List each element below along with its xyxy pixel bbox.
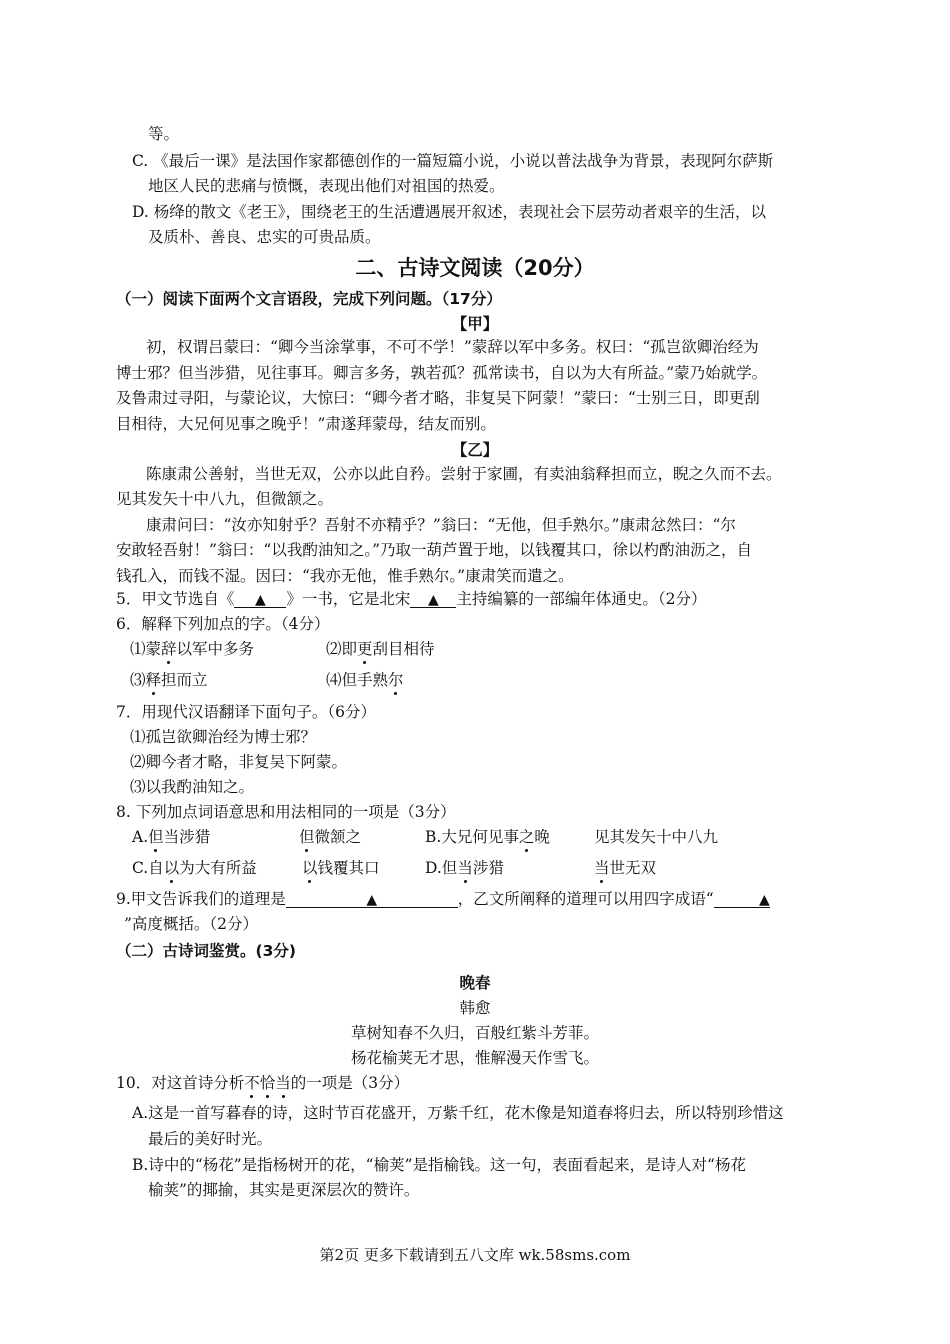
poem-line-2: 杨花榆荚无才思，惟解漫天作雪飞。	[350, 1049, 599, 1067]
emphasis-dot-char: 尔	[388, 671, 404, 689]
q5-part-a: 5．甲文节选自《	[116, 590, 235, 608]
q8-option-b2: 见其发矢十中八九	[594, 828, 719, 846]
q7-sentence-3: ⑶以我酌油知之。	[130, 778, 255, 796]
question-10-stem: 10．对这首诗分析不恰当的一项是（3分）	[116, 1074, 410, 1092]
yi-line: 安敢轻吾射！”翁曰：“以我酌油知之。”乃取一葫芦置于地，以钱覆其口，徐以杓酌油沥之，自	[116, 541, 753, 559]
q8-option-c1: C.自以为大有所益	[132, 859, 257, 877]
jia-line: 博士邪？但当涉猎，见往事耳。卿言多务，孰若孤？孤常读书，自以为大有所益。”蒙乃始就学。	[116, 364, 768, 382]
question-5	[116, 589, 707, 609]
emphasis-dot-char: 之	[518, 828, 535, 846]
section-title: 二、古诗文阅读（20分）	[355, 256, 595, 280]
question-7-stem: 7．用现代汉语翻译下面句子。（6分）	[116, 703, 376, 721]
emphasis-dot-char: 释	[145, 671, 162, 689]
triangle-icon: ▲	[758, 892, 770, 908]
q5-part-b: 》一书，它是北宋	[286, 590, 411, 608]
poem-line-1: 草树知春不久归，百般红紫斗芳菲。	[350, 1024, 599, 1042]
q7-sentence-2: ⑵卿今者才略，非复吴下阿蒙。	[130, 753, 348, 771]
q10-option-a1: A.这是一首写暮春的诗，这时节百花盛开，万紫千红，花木像是知道春将归去，所以特别珍惜这	[132, 1104, 784, 1122]
triangle-icon: ▲	[366, 892, 378, 908]
emphasis-dot-char: 不	[244, 1074, 260, 1092]
jia-line: 初，权谓吕蒙曰：“卿今当涂掌事，不可不学！”蒙辞以军中多务。权曰：“孤岂欲卿治经为	[146, 338, 759, 356]
q5-part-c: 主持编纂的一部编年体通史。（2分）	[456, 590, 707, 608]
question-9-line2: ”高度概括。（2分）	[124, 915, 259, 933]
question-8-stem: 8. 下列加点词语意思和用法相同的一项是（3分）	[116, 803, 456, 821]
jia-label: 【甲】	[451, 315, 499, 333]
emphasis-dot-char: 以	[302, 859, 318, 877]
q8-option-c2: 以钱覆其口	[302, 859, 380, 877]
q9-blank-1[interactable]	[286, 889, 458, 908]
triangle-icon: ▲	[428, 592, 439, 608]
triangle-icon: ▲	[254, 592, 266, 608]
emphasis-dot-char: 但	[148, 828, 164, 846]
q8-option-a1: A.但当涉猎	[132, 828, 211, 846]
option-d-line1: D. 杨绛的散文《老王》，围绕老王的生活遭遇展开叙述，表现社会下层劳动者艰辛的生活，以	[132, 203, 766, 221]
q9-blank-2[interactable]	[714, 889, 770, 908]
poem-title: 晚春	[459, 974, 491, 992]
q8-option-a2: 但微颔之	[299, 828, 362, 846]
q8-option-b1: B.大兄何见事之晚	[425, 828, 550, 846]
part1-heading: （一）阅读下面两个文言语段，完成下列问题。（17分）	[116, 290, 502, 308]
emphasis-dot-char: 以	[163, 859, 180, 877]
option-c-line1: C. 《最后一课》是法国作家都德创作的一篇短篇小说，小说以普法战争为背景，表现阿尔萨斯	[132, 152, 774, 170]
q6-item-1: ⑴蒙辞以军中多务	[130, 640, 255, 658]
page-footer: 第2页 更多下载请到五八文库 wk.58sms.com	[319, 1246, 631, 1264]
q10-option-b2: 榆荚”的揶揄，其实是更深层次的赞许。	[148, 1181, 420, 1199]
emphasis-dot-char: 更	[357, 640, 373, 658]
q6-item-4: ⑷但手熟尔	[326, 671, 404, 689]
q10-option-b1: B.诗中的“杨花”是指杨树开的花，“榆荚”是指榆钱。这一句，表面看起来，是诗人对“杨花	[132, 1156, 746, 1174]
yi-line: 陈康肃公善射，当世无双，公亦以此自矜。尝射于家圃，有卖油翁释担而立，睨之久而不去。	[146, 465, 782, 483]
q6-item-2: ⑵即更刮目相待	[326, 640, 435, 658]
yi-line: 见其发矢十中八九，但微颔之。	[116, 490, 334, 508]
jia-line: 目相待，大兄何见事之晚乎！”肃遂拜蒙母，结友而别。	[116, 415, 496, 433]
q8-option-d2: 当世无双	[594, 859, 657, 877]
option-c-line2: 地区人民的悲痛与愤慨，表现出他们对祖国的热爱。	[148, 177, 505, 195]
poem-author: 韩愈	[459, 999, 491, 1017]
emphasis-dot-char: 恰	[259, 1074, 276, 1092]
emphasis-dot-char: 当	[457, 859, 473, 877]
q6-item-3: ⑶释担而立	[130, 671, 208, 689]
emphasis-dot-char: 辞	[161, 640, 177, 658]
yi-line: 康肃问曰：“汝亦知射乎？吾射不亦精乎？”翁曰：“无他，但手熟尔。”康肃忿然曰：“尔	[146, 516, 736, 534]
question-9: 9.甲文告诉我们的道理是 ▲ ，乙文所阐释的道理可以用四字成语“ ▲	[116, 890, 770, 908]
option-d-line2: 及质朴、善良、忠实的可贵品质。	[148, 228, 381, 246]
q10-option-a2: 最后的美好时光。	[148, 1130, 273, 1148]
yi-label: 【乙】	[451, 441, 499, 459]
part2-heading: （二）古诗词鉴赏。(3分)	[116, 942, 296, 960]
q8-option-d1: D.但当涉猎	[425, 859, 504, 877]
q5-blank-1[interactable]	[234, 589, 286, 608]
question-6-stem: 6．解释下列加点的字。（4分）	[116, 615, 330, 633]
q7-sentence-1: ⑴孤岂欲卿治经为博士邪？	[130, 728, 317, 746]
yi-line: 钱孔入，而钱不湿。因曰：“我亦无他，惟手熟尔。”康肃笑而遣之。	[116, 567, 574, 585]
q5-blank-2[interactable]	[410, 589, 456, 608]
jia-line: 及鲁肃过寻阳，与蒙论议，大惊曰：“卿今者才略，非复吴下阿蒙！”蒙曰：“士别三日，即更刮	[116, 389, 760, 407]
emphasis-dot-char: 但	[299, 828, 315, 846]
emphasis-dot-char: 当	[594, 859, 610, 877]
prev-answer-tail: 等。	[148, 125, 180, 143]
emphasis-dot-char: 当	[275, 1074, 291, 1092]
